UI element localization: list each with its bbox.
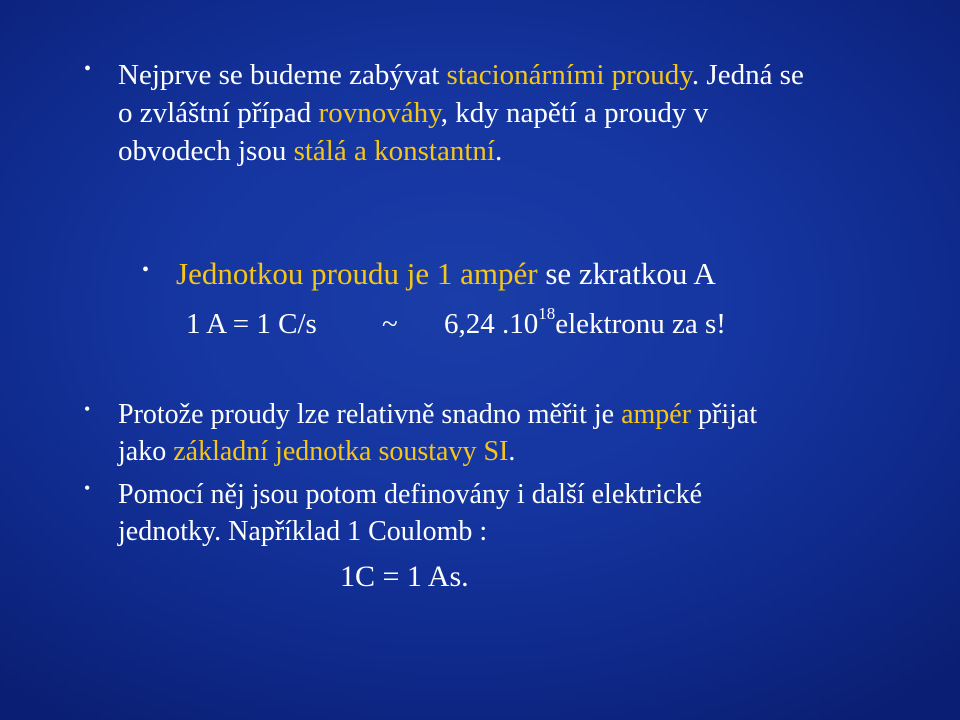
text-line xyxy=(118,433,757,470)
text-line xyxy=(176,254,716,294)
bullet-icon: • xyxy=(84,399,91,419)
ampere-formula xyxy=(186,304,726,344)
text-line: Pomocí něj jsou potom definovány i další elektrické xyxy=(118,479,702,510)
formula-value xyxy=(444,304,726,344)
paragraph-stationary-currents xyxy=(118,56,804,170)
highlight-term: základní jednotka soustavy SI xyxy=(173,436,509,467)
highlight-term: stálá a konstantní xyxy=(293,135,495,167)
text-line xyxy=(118,396,757,433)
text-run: jako xyxy=(118,436,174,467)
text-run: , kdy napětí a proudy v xyxy=(440,97,709,129)
paragraph-unit-of-current xyxy=(176,254,716,294)
tilde-sign: ~ xyxy=(382,308,398,340)
text-run: . xyxy=(508,436,516,467)
text-run: . Jedná se xyxy=(691,59,804,91)
text-line: jednotky. Například 1 Coulomb : xyxy=(118,516,488,547)
paragraph-derived-units xyxy=(118,476,702,550)
bullet-icon: • xyxy=(84,58,92,80)
text-run: o zvláštní případ xyxy=(118,97,319,129)
highlight-term: ampér xyxy=(621,399,692,430)
text-run: elektronu za s! xyxy=(555,308,726,340)
bullet-icon: • xyxy=(142,259,150,281)
text-line xyxy=(118,56,804,94)
highlight-term: Jednotkou proudu je 1 ampér xyxy=(176,256,538,291)
highlight-term: stacionárními proudy xyxy=(446,59,692,91)
text-run: přijat xyxy=(691,399,758,430)
formula-lhs: 1 A = 1 C/s xyxy=(186,308,317,340)
text-run: Nejprve se budeme zabývat xyxy=(118,59,447,91)
value-base: 6,24 .10 xyxy=(444,308,539,340)
paragraph-si-unit xyxy=(118,396,757,470)
coulomb-formula: 1C = 1 As. xyxy=(340,560,469,593)
highlight-term: rovnováhy xyxy=(318,97,441,129)
text-line xyxy=(118,132,804,170)
value-exponent: 18 xyxy=(538,304,556,323)
text-run: obvodech jsou xyxy=(118,135,294,167)
text-line xyxy=(118,94,804,132)
text-run: Protože proudy lze relativně snadno měřit je xyxy=(118,399,622,430)
text-run: se zkratkou A xyxy=(537,256,716,291)
text-run: . xyxy=(494,135,503,167)
bullet-icon: • xyxy=(84,478,91,498)
